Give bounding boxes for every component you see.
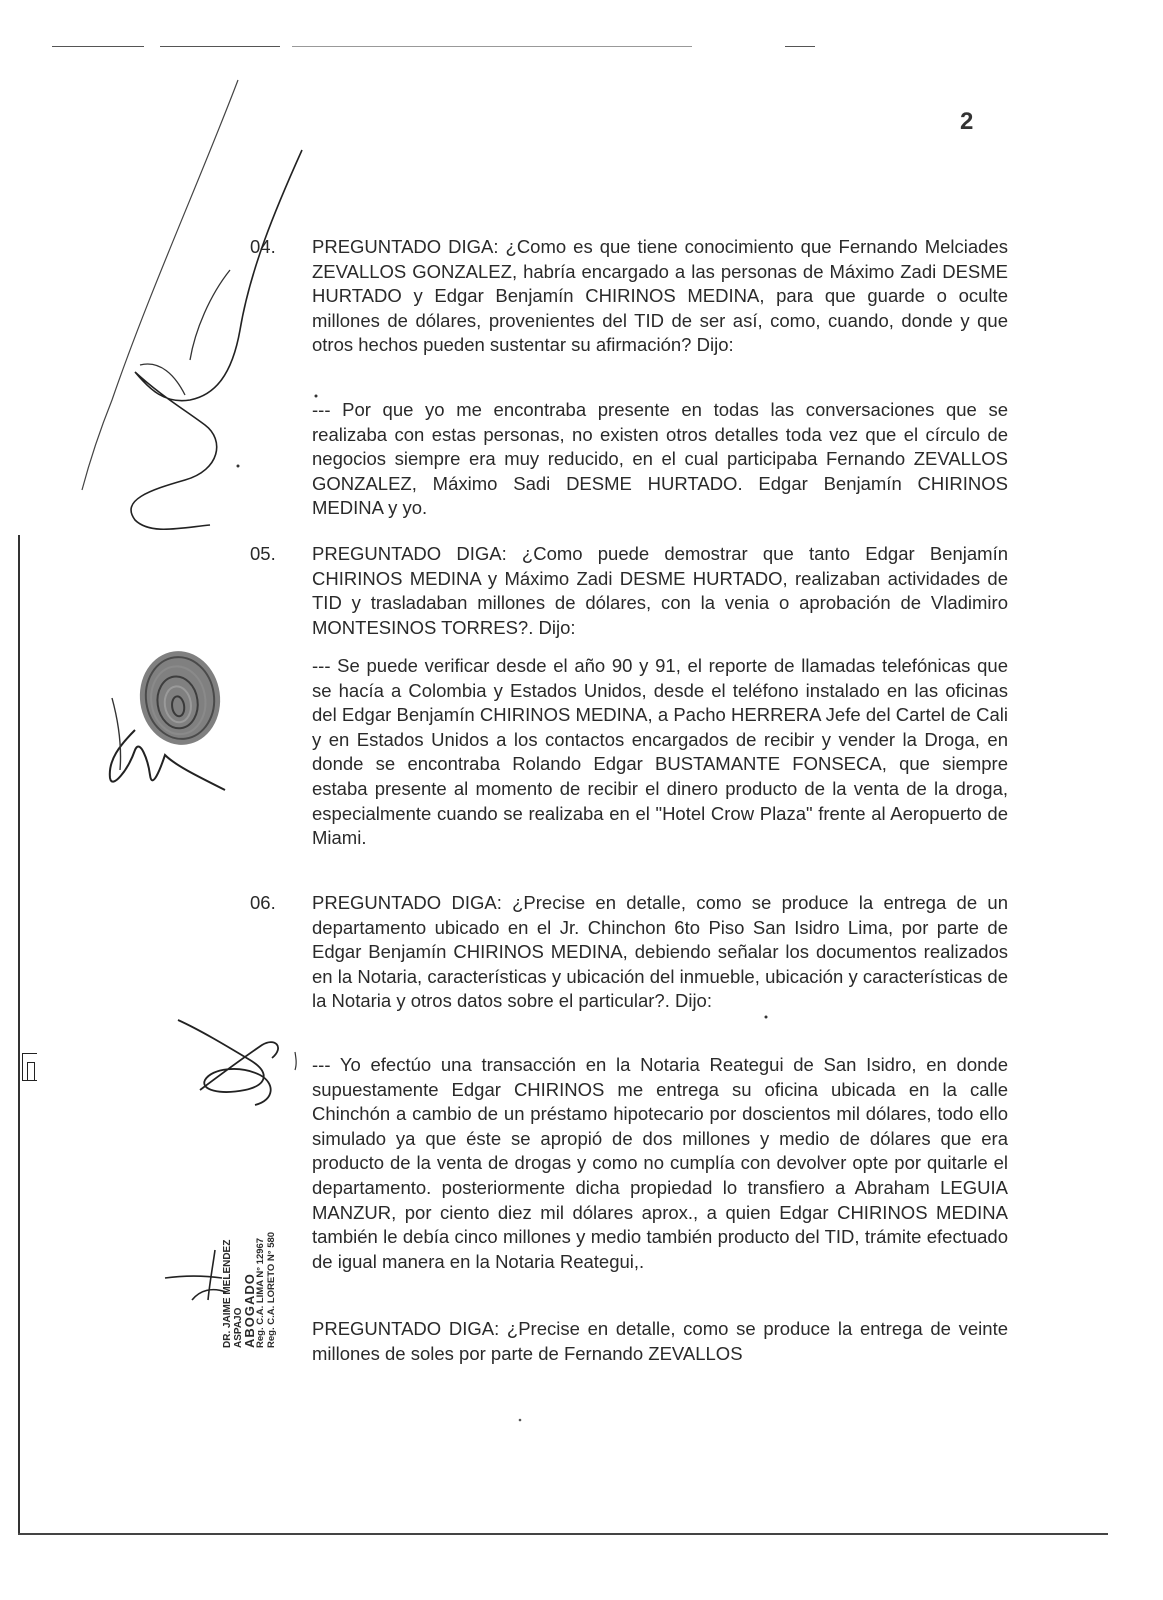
- stamp-title: ABOGADO: [242, 1273, 257, 1348]
- stamp-registration-loreto: Reg. C.A. LORETO N° 580: [266, 1231, 277, 1348]
- answer-text: --- Se puede verificar desde el año 90 y 91, el reporte de llamadas telefónicas que se hacía a Colombia y Estados Unidos, desde el teléfono instalado en las oficinas del Edgar Benjamín CHIRINOS MEDINA, a Pacho HERRERA Jefe del Cartel de Cali y en Estados Unidos a los contactos encargados de recibir y vender la Droga, en donde se encontraba Rolando Edgar BUSTAMANTE FONSECA, que siempre estaba presente al momento de recibir el dinero producto de la venta de la droga, especialmente cuando se realizaba en el "Hotel Crow Plaza" frente al Aeropuerto de Miami.: [312, 655, 1008, 849]
- item-number: 05.: [250, 543, 276, 564]
- stamp-name: DR. JAIME MELENDEZ ASPAJO: [222, 1239, 244, 1348]
- fingerprint: [134, 646, 226, 750]
- signature-lower: [178, 1020, 278, 1105]
- answer-text: --- Yo efectúo una transacción en la Notaria Reategui de San Isidro, en donde supuestamente Edgar CHIRINOS me entrega su oficina ubicada en la calle Chinchón a cambio de un préstamo hipotecario por doscientos mil dólares, todo ello simulado ya que éste se apropió de dos millones y medio de dólares que era producto de la venta de drogas y como no cumplía con devolver opte por quitarle el departamento. posteriormente dicha propiedad lo transfiero a Abraham LEGUIA MANZUR, por ciento diez mil dólares aprox., a quien Edgar CHIRINOS MEDINA también le debía cinco millones y medio también producto del TID, trámite efectuado de igual manera en la Notaria Reategui,.: [312, 1054, 1008, 1272]
- signature-top: [131, 150, 302, 529]
- signature-top-stroke: [82, 80, 238, 490]
- answer-text: --- Por que yo me encontraba presente en todas las conversaciones que se realizaba con estas personas, no existen otros detalles toda vez que el círculo de negocios siempre era muy reducido, en el cual participaba Fernando ZEVALLOS GONZALEZ, Máximo Sadi DESME HURTADO. Edgar Benjamín CHIRINOS MEDINA y yo.: [312, 399, 1008, 519]
- lawyer-stamp: [222, 1218, 277, 1348]
- item-number: 06.: [250, 892, 276, 913]
- question-text: PREGUNTADO DIGA: ¿Como puede demostrar que tanto Edgar Benjamín CHIRINOS MEDINA y Máximo Zadi DESME HURTADO, realizaban actividades de TID y trasladaban millones de dólares, con la venia o aprobación de Vladimiro MONTESINOS TORRES?. Dijo:: [312, 543, 1008, 638]
- item-number: 04.: [250, 236, 276, 257]
- signature-top-stroke: [190, 270, 230, 360]
- question-text: PREGUNTADO DIGA: ¿Precise en detalle, como se produce la entrega de veinte millones de soles por parte de Fernando ZEVALLOS: [312, 1318, 1008, 1364]
- question-text: PREGUNTADO DIGA: ¿Precise en detalle, como se produce la entrega de un departamento ubicado en el Jr. Chinchon 6to Piso San Isidro Lima, por parte de Edgar Benjamín CHIRINOS MEDINA, debiendo señalar los documentos realizados en la Notaria, características y ubicación del inmueble, ubicación y características de la Notaria y otros datos sobre el particular?. Dijo:: [312, 892, 1008, 1012]
- stamp-registration-lima: Reg. C.A. LIMA N° 12967: [255, 1237, 266, 1348]
- page-number: 2: [960, 108, 974, 135]
- signature-lower-stroke: [295, 1052, 296, 1070]
- signature-top-stroke: [140, 364, 185, 395]
- signature-stamp: [165, 1250, 226, 1300]
- question-text: PREGUNTADO DIGA: ¿Como es que tiene conocimiento que Fernando Melciades ZEVALLOS GONZALEZ, habría encargado a las personas de Máximo Zadi DESME HURTADO y Edgar Benjamín CHIRINOS MEDINA, para que guarde o oculte millones de dólares, provenientes del TID de ser así, como, cuando, donde y que otros hechos pueden sustentar su afirmación? Dijo:: [312, 236, 1008, 356]
